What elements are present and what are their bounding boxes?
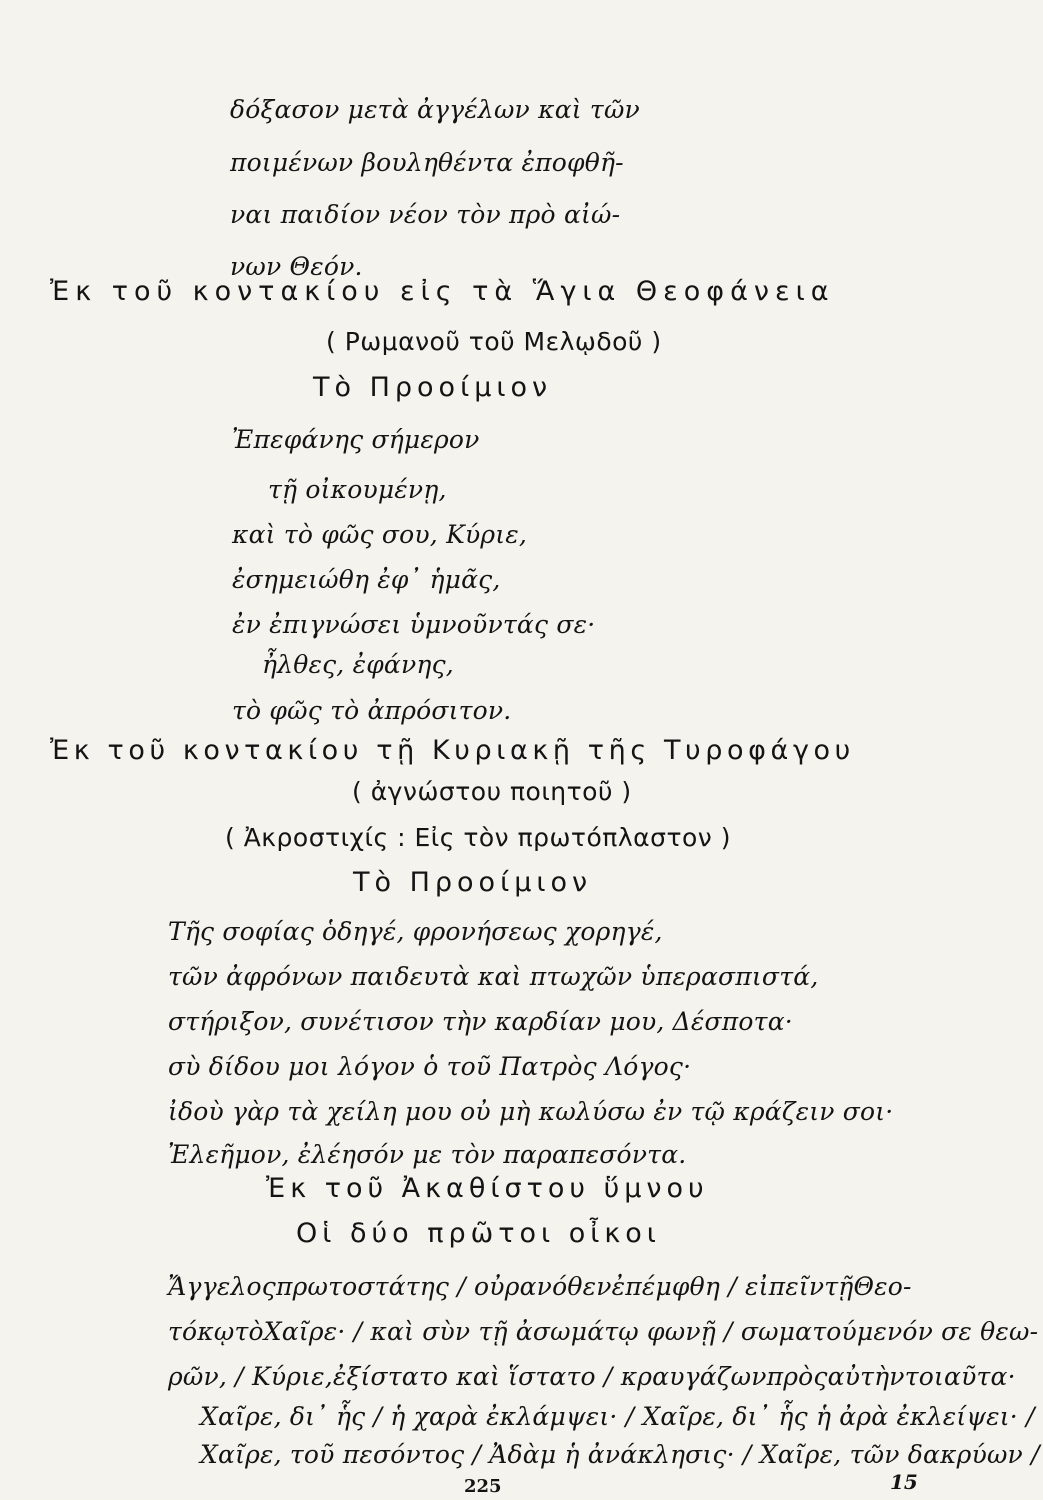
page-number: 225 [464,1476,502,1497]
prose-line: τόκῳ τὸ Χαῖρε· / καὶ σὺν τῇ ἀσωμάτῳ φωνῇ / σωματούμενόν σε θεω- [168,1317,1039,1346]
section-heading: Ἐκ τοῦ Ἀκαθίστου ὕμνου [266,1173,709,1204]
prose-line: ρῶν, / Κύριε, ἐξίστατο καὶ ἵστατο / κραυγάζων πρὸς αὐτὴν τοιαῦτα· [168,1362,1016,1391]
prose-line: Ἄγγελος πρωτοστάτης / οὐρανόθεν ἐπέμφθη / εἰπεῖν τῇ Θεο- [168,1272,912,1301]
author-line: ( ἀγνώστου ποιητοῦ ) [352,777,632,806]
section-heading: Ἐκ τοῦ κοντακίου εἰς τὰ Ἅγια Θεοφάνεια [50,276,835,307]
verse-line: τῇ οἰκουμένῃ, [268,475,447,504]
verse-line: ἐσημειώθη ἐφ᾿ ἡμᾶς, [232,565,501,594]
prose-line: Χαῖρε, τοῦ πεσόντος / Ἀδὰμ ἡ ἀνάκλησις· / Χαῖρε, τῶν δακρύων / [200,1440,1040,1469]
prooimion-heading: Τὸ Προοίμιον [353,867,593,898]
verse-line: τὸ φῶς τὸ ἀπρόσιτον. [232,696,512,725]
acrostic-line: ( Ἀκροστιχίς : Εἰς τὸν πρωτόπλαστον ) [225,823,731,852]
verse-line: καὶ τὸ φῶς σου, Κύριε, [232,520,528,549]
verse-line: ποιμένων βουληθέντα ἐποφθῆ- [230,148,624,177]
verse-line: Τῆς σοφίας ὁδηγέ, φρονήσεως χορηγέ, [168,917,663,946]
verse-line: δόξασον μετὰ ἀγγέλων καὶ τῶν [230,95,640,124]
verse-line: ναι παιδίον νέον τὸν πρὸ αἰώ- [230,200,621,229]
verse-line: τῶν ἀφρόνων παιδευτὰ καὶ πτωχῶν ὑπερασπιστά, [168,962,819,991]
verse-line: ἰδοὺ γὰρ τὰ χείλη μου οὐ μὴ κωλύσω ἐν τῷ κράζειν σοι· [168,1097,894,1126]
prooimion-heading: Τὸ Προοίμιον [313,372,553,403]
prose-line: Χαῖρε, δι᾿ ἧς / ἡ χαρὰ ἐκλάμψει· / Χαῖρε, δι᾿ ἧς ἡ ἀρὰ ἐκλείψει· / [200,1402,1035,1431]
verse-line: στήριξον, συνέτισον τὴν καρδίαν μου, Δέσποτα· [168,1007,793,1036]
verse-line: Ἐπεφάνης σήμερον [232,425,480,454]
author-line: ( Ρωμανοῦ τοῦ Μελῳδοῦ ) [326,327,662,356]
verse-line: ἐν ἐπιγνώσει ὑμνοῦντάς σε· [232,610,596,639]
signature-mark: 15 [890,1470,918,1494]
verse-line: Ἐλεῆμον, ἐλέησόν με τὸν παραπεσόντα. [168,1140,687,1169]
section-heading: Ἐκ τοῦ κοντακίου τῇ Κυριακῇ τῆς Τυροφάγου [50,735,855,766]
verse-line: νων Θεόν. [230,252,363,281]
verse-line: ἦλθες, ἐφάνης, [262,650,454,679]
subsection-heading: Οἱ δύο πρῶτοι οἶκοι [296,1218,661,1249]
verse-line: σὺ δίδου μοι λόγον ὁ τοῦ Πατρὸς Λόγος· [168,1052,692,1081]
